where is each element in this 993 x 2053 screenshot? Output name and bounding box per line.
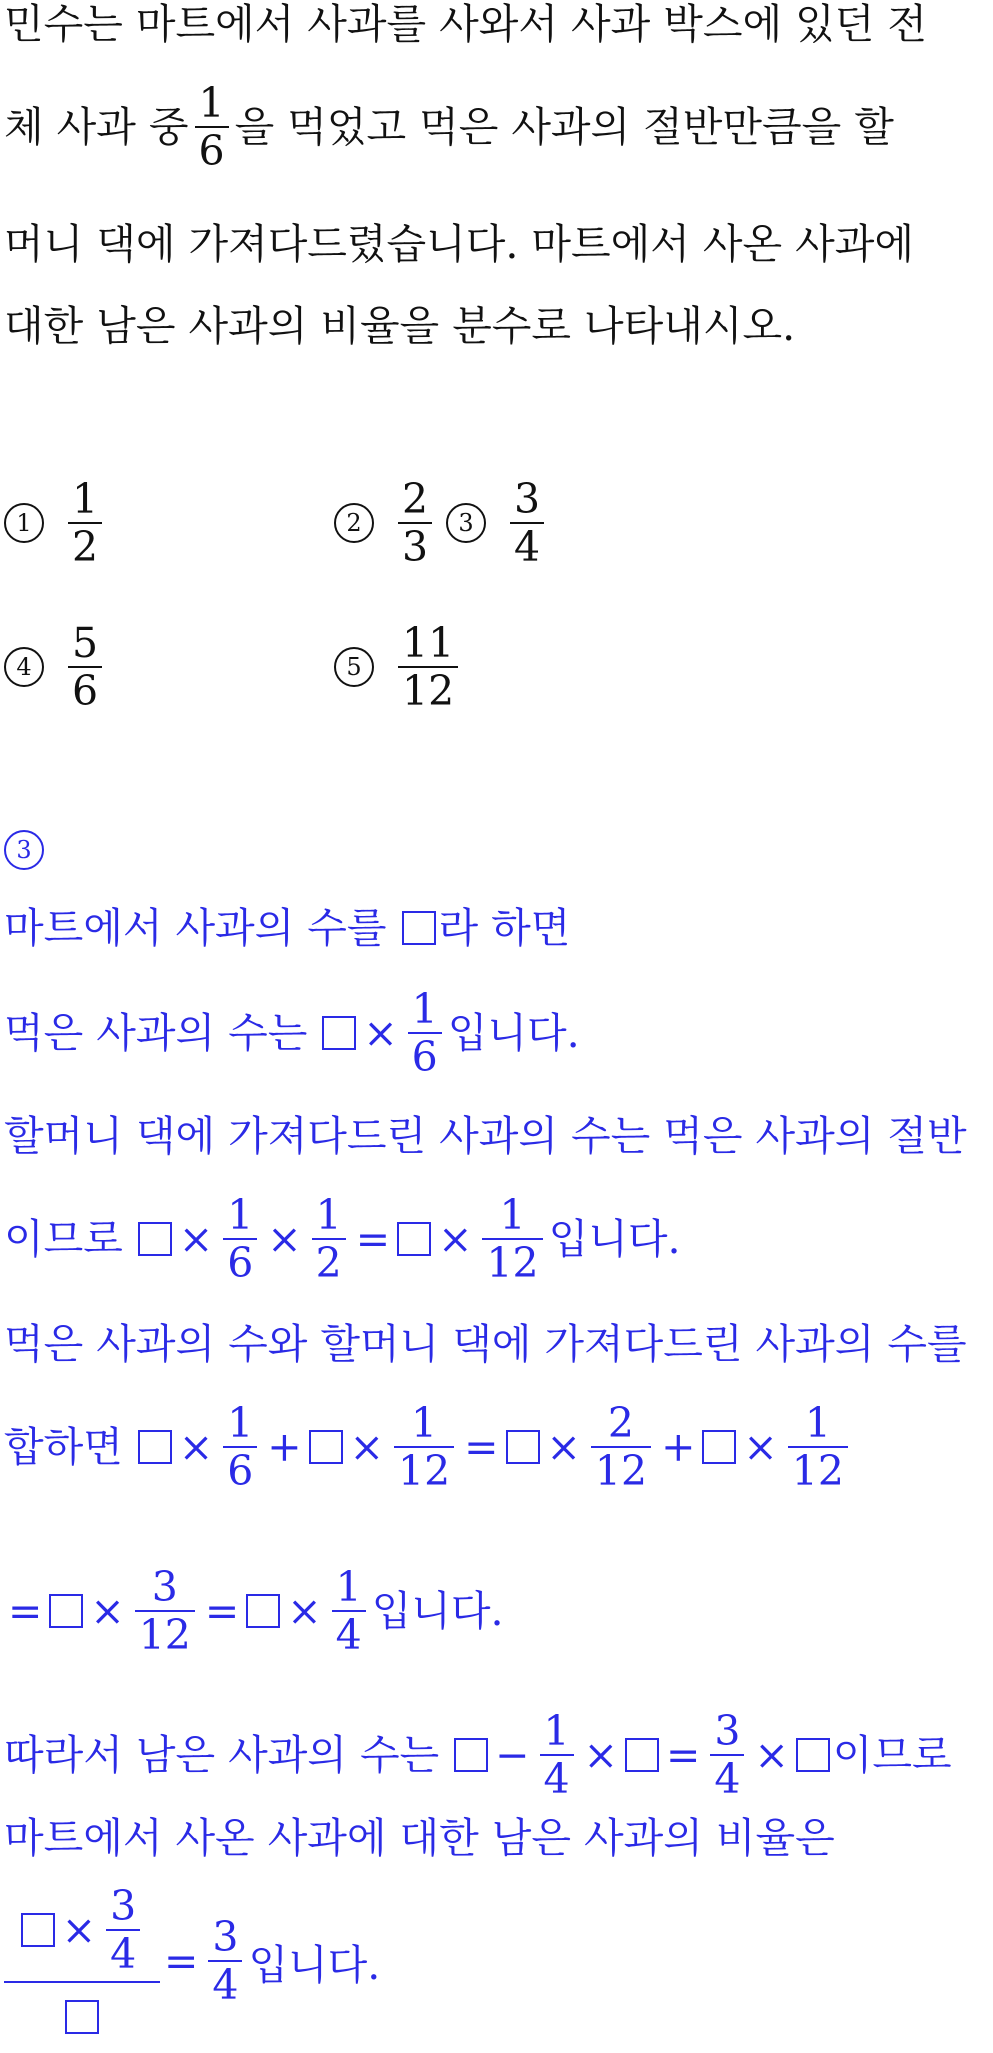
fraction-denominator: 6 bbox=[223, 1238, 257, 1284]
solution-line-2 bbox=[4, 985, 580, 1081]
problem-line-2 bbox=[4, 79, 894, 175]
choice-marker: 3 bbox=[446, 503, 486, 543]
fraction bbox=[788, 1399, 848, 1495]
fraction-denominator: 6 bbox=[223, 1446, 257, 1492]
solution-text: 먹은 사과의 수는 bbox=[4, 1009, 308, 1057]
times-symbol: × bbox=[61, 1906, 97, 1954]
problem-text: 민수는 마트에서 사과를 사와서 사과 박스에 있던 전 bbox=[4, 0, 927, 48]
fraction-denominator: 12 bbox=[482, 1238, 542, 1284]
solution-text: 입니다. bbox=[248, 1940, 381, 1989]
problem-text: 머니 댁에 가져다드렸습니다. 마트에서 사온 사과에 bbox=[4, 220, 914, 268]
times-symbol: × bbox=[267, 1215, 302, 1263]
fraction-numerator: 1 bbox=[411, 985, 438, 1033]
times-symbol: × bbox=[363, 1009, 398, 1057]
times-symbol: × bbox=[438, 1215, 473, 1263]
blank-box-icon bbox=[21, 1913, 55, 1947]
fraction-denominator: 2 bbox=[312, 1238, 346, 1284]
fraction-denominator: 4 bbox=[510, 522, 544, 568]
fraction-denominator: 6 bbox=[408, 1032, 442, 1078]
solution-line-5 bbox=[4, 1320, 967, 1368]
solution-text: 입니다. bbox=[371, 1587, 504, 1635]
fraction bbox=[482, 1191, 542, 1287]
choice-5[interactable] bbox=[334, 619, 464, 715]
choice-marker: 2 bbox=[334, 503, 374, 543]
fraction-numerator: 1 bbox=[227, 1191, 254, 1239]
fraction-numerator: 3 bbox=[714, 1707, 741, 1755]
times-symbol: × bbox=[287, 1587, 322, 1635]
times-symbol: × bbox=[90, 1587, 125, 1635]
fraction-denominator: 4 bbox=[106, 1929, 140, 1975]
fraction bbox=[394, 1399, 454, 1495]
problem-line-1 bbox=[4, 0, 927, 48]
blank-box-icon bbox=[246, 1594, 280, 1628]
solution-line-4 bbox=[4, 1191, 681, 1287]
blank-box-icon bbox=[138, 1222, 172, 1256]
problem-line-4 bbox=[4, 302, 795, 350]
fraction-numerator: 1 bbox=[198, 79, 225, 127]
plus-symbol: + bbox=[661, 1423, 696, 1471]
solution-line-1 bbox=[4, 904, 570, 952]
fraction bbox=[195, 79, 229, 175]
solution-text: 따라서 남은 사과의 수는 bbox=[4, 1731, 440, 1779]
solution-line-6 bbox=[4, 1399, 854, 1495]
fraction bbox=[106, 1882, 140, 1978]
fraction-denominator: 12 bbox=[788, 1446, 848, 1492]
choice-4[interactable] bbox=[4, 619, 108, 715]
blank-box-icon bbox=[402, 911, 436, 945]
fraction-numerator: 3 bbox=[212, 1913, 239, 1961]
fraction bbox=[68, 619, 102, 715]
solution-line-9 bbox=[4, 1814, 835, 1862]
fraction bbox=[68, 475, 102, 571]
blank-box-icon bbox=[309, 1430, 343, 1464]
equals-symbol: = bbox=[665, 1731, 701, 1779]
solution-line-8 bbox=[4, 1707, 952, 1803]
blank-box-icon bbox=[397, 1222, 431, 1256]
fraction bbox=[710, 1707, 744, 1803]
fraction-denominator: 12 bbox=[394, 1446, 454, 1492]
times-symbol: × bbox=[754, 1731, 789, 1779]
blank-box-icon bbox=[322, 1016, 356, 1050]
fraction-numerator: 11 bbox=[402, 619, 455, 667]
fraction-numerator: 3 bbox=[151, 1563, 178, 1611]
solution-line-7 bbox=[4, 1563, 504, 1659]
solution-line-3 bbox=[4, 1112, 967, 1160]
fraction-denominator: 12 bbox=[398, 666, 458, 712]
choice-marker: 5 bbox=[334, 647, 374, 687]
fraction-numerator: 1 bbox=[543, 1707, 570, 1755]
choice-marker: 4 bbox=[4, 647, 44, 687]
fraction bbox=[510, 475, 544, 571]
fraction-numerator: 1 bbox=[72, 475, 99, 523]
fraction bbox=[398, 475, 432, 571]
problem-text: 대한 남은 사과의 비율을 분수로 나타내시오. bbox=[4, 302, 796, 350]
blank-box-icon bbox=[625, 1738, 659, 1772]
choice-3[interactable] bbox=[446, 475, 550, 571]
compound-fraction-numerator bbox=[10, 1882, 154, 1981]
fraction-numerator: 1 bbox=[499, 1191, 526, 1239]
fraction-numerator: 1 bbox=[227, 1399, 254, 1447]
solution-text: 먹은 사과의 수와 할머니 댁에 가져다드린 사과의 수를 bbox=[4, 1320, 967, 1368]
fraction bbox=[398, 619, 458, 715]
blank-box-icon bbox=[49, 1594, 83, 1628]
fraction bbox=[223, 1191, 257, 1287]
solution-text: 할머니 댁에 가져다드린 사과의 수는 먹은 사과의 절반 bbox=[4, 1112, 967, 1160]
solution-text: 이므로 bbox=[832, 1731, 952, 1779]
problem-text: 체 사과 중 bbox=[4, 103, 189, 151]
equals-symbol: = bbox=[164, 1937, 199, 1985]
fraction-numerator: 1 bbox=[411, 1399, 438, 1447]
fraction-numerator: 1 bbox=[335, 1563, 362, 1611]
solution-text: 마트에서 사온 사과에 대한 남은 사과의 비율은 bbox=[4, 1814, 835, 1862]
fraction-denominator: 6 bbox=[68, 666, 102, 712]
times-symbol: × bbox=[583, 1731, 618, 1779]
compound-fraction bbox=[4, 1882, 160, 2037]
answer-marker: 3 bbox=[4, 830, 44, 870]
choice-2[interactable] bbox=[334, 475, 438, 571]
blank-box-icon bbox=[796, 1738, 830, 1772]
fraction-numerator: 3 bbox=[110, 1882, 137, 1930]
fraction-numerator: 2 bbox=[607, 1399, 635, 1447]
equals-symbol: = bbox=[8, 1587, 43, 1635]
solution-text: 합하면 bbox=[4, 1423, 123, 1471]
fraction-numerator: 2 bbox=[402, 475, 429, 523]
fraction-denominator: 4 bbox=[332, 1610, 366, 1656]
answer-line bbox=[4, 830, 62, 870]
problem-line-3 bbox=[4, 220, 914, 268]
fraction-numerator: 3 bbox=[514, 475, 541, 523]
solution-text: 이므로 bbox=[4, 1215, 123, 1263]
fraction-denominator: 12 bbox=[591, 1446, 651, 1492]
blank-box-icon bbox=[454, 1738, 488, 1772]
fraction-denominator: 4 bbox=[710, 1754, 744, 1800]
solution-text: 입니다. bbox=[548, 1215, 681, 1263]
equals-symbol: = bbox=[355, 1215, 391, 1263]
blank-box-icon bbox=[138, 1430, 172, 1464]
fraction bbox=[591, 1399, 651, 1495]
fraction bbox=[223, 1399, 257, 1495]
problem-text: 을 먹었고 먹은 사과의 절반만큼을 할 bbox=[234, 103, 894, 151]
times-symbol: × bbox=[349, 1423, 384, 1471]
fraction-denominator: 12 bbox=[135, 1610, 195, 1656]
final-ratio-expression bbox=[4, 1882, 381, 2037]
fraction bbox=[135, 1563, 195, 1659]
fraction bbox=[540, 1707, 574, 1803]
fraction-denominator: 6 bbox=[195, 126, 229, 172]
fraction bbox=[208, 1913, 242, 2009]
blank-box-icon bbox=[702, 1430, 736, 1464]
times-symbol: × bbox=[743, 1423, 778, 1471]
fraction-denominator: 2 bbox=[68, 522, 102, 568]
blank-box-icon bbox=[506, 1430, 540, 1464]
times-symbol: × bbox=[178, 1423, 214, 1471]
compound-fraction-denominator bbox=[4, 1981, 160, 2037]
fraction bbox=[408, 985, 442, 1081]
solution-text: 라 하면 bbox=[438, 904, 571, 952]
times-symbol: × bbox=[546, 1423, 581, 1471]
fraction-numerator: 5 bbox=[72, 619, 99, 667]
equals-symbol: = bbox=[464, 1423, 499, 1471]
fraction-denominator: 3 bbox=[398, 522, 432, 568]
fraction bbox=[312, 1191, 346, 1287]
fraction bbox=[332, 1563, 366, 1659]
plus-symbol: + bbox=[267, 1423, 302, 1471]
choice-1[interactable] bbox=[4, 475, 108, 571]
fraction-denominator: 4 bbox=[208, 1960, 242, 2006]
equals-symbol: = bbox=[204, 1587, 240, 1635]
solution-text: 입니다. bbox=[447, 1009, 580, 1057]
blank-box-icon bbox=[65, 2000, 99, 2034]
minus-symbol: − bbox=[495, 1731, 530, 1779]
fraction-numerator: 1 bbox=[804, 1399, 831, 1447]
solution-text: 마트에서 사과의 수를 bbox=[4, 904, 387, 952]
fraction-denominator: 4 bbox=[540, 1754, 574, 1800]
choice-marker: 1 bbox=[4, 503, 44, 543]
fraction-numerator: 1 bbox=[315, 1191, 342, 1239]
times-symbol: × bbox=[178, 1215, 214, 1263]
